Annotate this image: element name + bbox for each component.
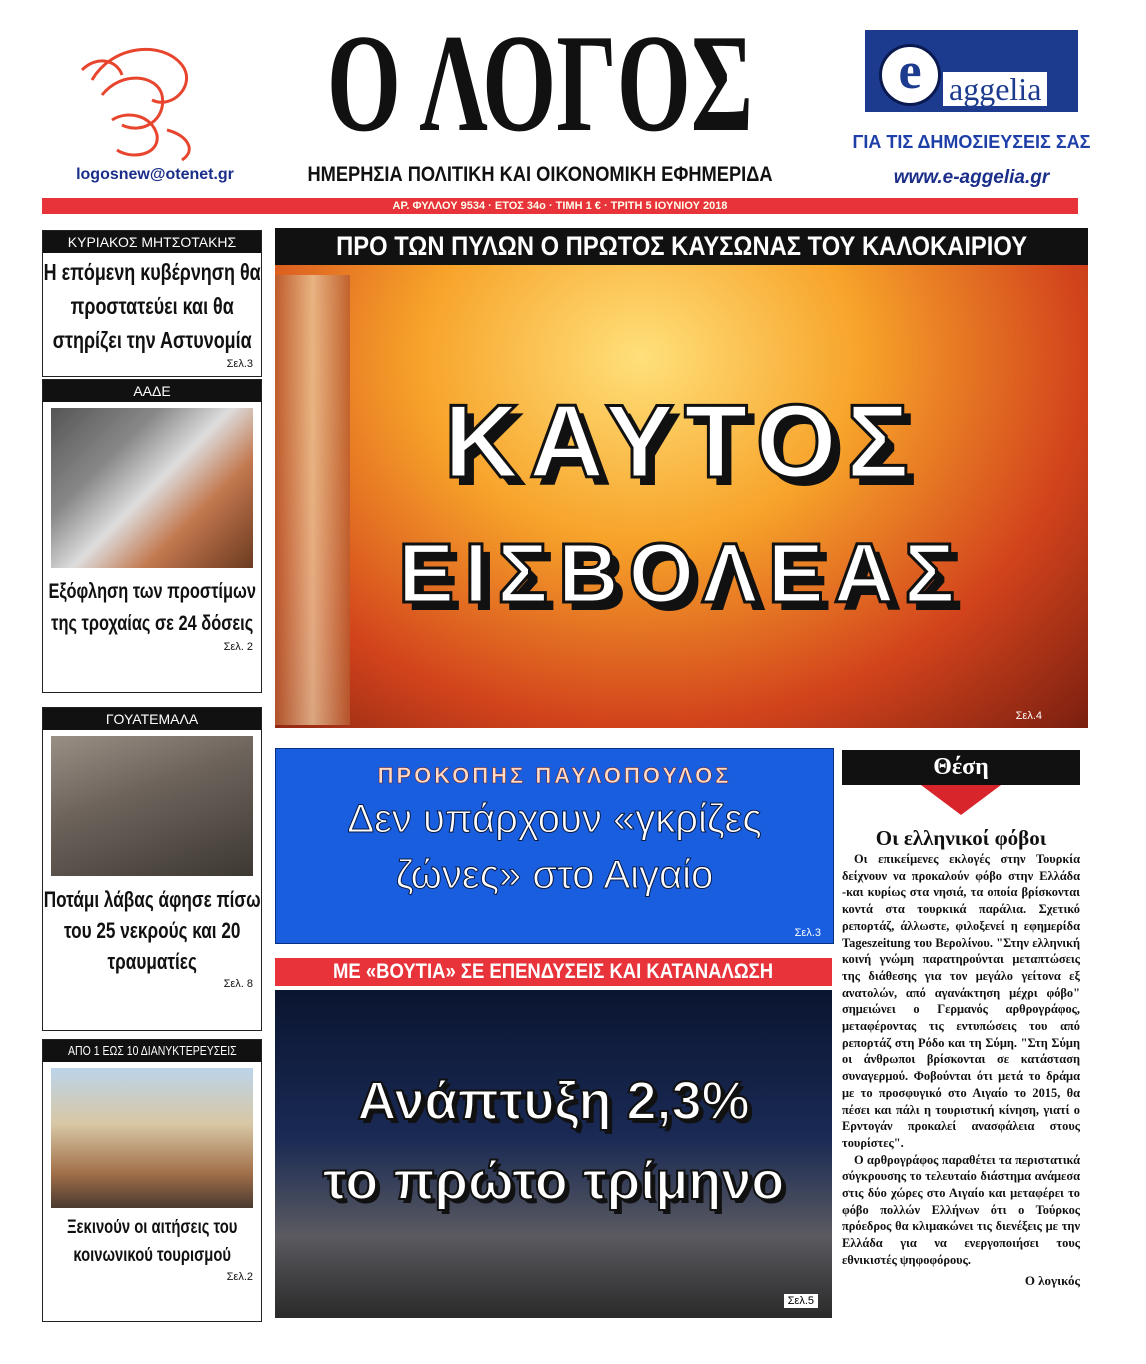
opinion-paragraph: Ο αρθρογράφος παραθέτει τα περιστατικά σύγκρουσης το τελευταίο διάστημα ανάμεσα στις δύο χώρες στο Αιγαίο και μεταφέρει το φόβο πολλών Ελλήνων ότι ο Τούρκος πρόεδρος θα κλιμακώνει τις διενέξεις με την Ελλάδα για να ενεργοποιήσει τους εθνικιστές ψηφοφόρους. [842,1152,1080,1267]
growth-story-image[interactable] [275,990,832,1318]
left-story-1[interactable] [42,230,262,377]
page-ref: Σελ. 8 [223,978,253,990]
red-triangle-icon [921,785,1001,815]
left-story-2[interactable] [42,379,262,693]
story-header-text: ΑΠΟ 1 ΕΩΣ 10 ΔΙΑΝΥΚΤΕΡΕΥΣΕΙΣ [67,1044,237,1058]
lead-headline-line2: ΕΙΣΒΟΛΕΑΣ [398,526,965,620]
receipt-photo [51,408,253,568]
lead-story-image[interactable] [275,265,1088,728]
eaggelia-logo-letter: e [879,44,941,106]
eaggelia-ad[interactable] [865,30,1078,112]
story-header [43,231,261,253]
page-ref: Σελ.4 [1015,710,1042,722]
story-kicker: ΠΡΟΚΟΠΗΣ ΠΑΥΛΟΠΟΥΛΟΣ [377,763,732,788]
lead-headline-line1: ΚΑΥΤΟΣ [443,384,920,500]
page-ref: Σελ.3 [226,358,253,370]
issue-info-bar: ΑΡ. ΦΥΛΛΟΥ 9534 · ΕΤΟΣ 34ο · ΤΙΜΗ 1 € · ΤΡΙΤΗ 5 ΙΟΥΝΙΟΥ 2018 [42,198,1078,214]
opinion-title: Οι ελληνικοί φόβοι [875,826,1047,850]
story-header-text: ΓΟΥΑΤΕΜΑΛΑ [105,711,199,727]
opinion-signature: Ο λογικός [1024,1272,1080,1288]
story-headline: Δεν υπάρχουν «γκρίζες ζώνες» στο Αιγαίο [347,797,762,897]
left-story-4[interactable] [42,1039,262,1322]
story-headline: Εξόφληση των προστίμων της τροχαίας σε 24 δόσεις [48,580,256,635]
parthenon-photo [51,1068,253,1208]
page-ref: Σελ.2 [226,1271,253,1283]
page-ref: Σελ.5 [784,1294,818,1308]
page-ref: Σελ.3 [794,927,821,939]
opinion-label: Θέση [842,750,1080,785]
story-headline: Ξεκινούν οι αιτήσεις του κοινωνικού τουρισμού [66,1217,238,1266]
growth-headline-line1: Ανάπτυξη 2,3% [357,1071,750,1131]
growth-kicker-text: ΜΕ «ΒΟΥΤΙΑ» ΣΕ ΕΠΕΝΔΥΣΕΙΣ ΚΑΙ ΚΑΤΑΝΑΛΩΣΗ [333,960,774,983]
growth-kicker [275,958,832,986]
story-header-text: ΑΑΔΕ [133,383,171,399]
eaggelia-logo-word: aggelia [943,72,1047,106]
ad-url[interactable]: www.e-aggelia.gr [893,167,1050,188]
lead-kicker-text: ΠΡΟ ΤΩΝ ΠΥΛΩΝ Ο ΠΡΩΤΟΣ ΚΑΥΣΩΝΑΣ ΤΟΥ ΚΑΛΟΚΑΙΡΙΟΥ [336,231,1027,261]
masthead-title: Ο ΛΟΓΟΣ [326,6,754,161]
growth-headline-line2: το πρώτο τρίμηνο [322,1151,785,1211]
masthead-subtitle: ΗΜΕΡΗΣΙΑ ΠΟΛΙΤΙΚΗ ΚΑΙ ΟΙΚΟΝΟΜΙΚΗ ΕΦΗΜΕΡΙΔΑ [307,163,773,186]
newspaper-logo-icon [72,40,212,165]
story-headline: Ποτάμι λάβας άφησε πίσω του 25 νεκρούς και 20 τραυματίες [43,887,261,974]
story-header [43,708,261,730]
story-header [43,380,261,402]
left-story-3[interactable] [42,707,262,1031]
left-column [42,230,262,1322]
story-header [43,1040,261,1062]
opinion-article [842,826,1080,1289]
opinion-paragraph: Οι επικείμενες εκλογές στην Τουρκία δείχνουν να προκαλούν φόβο στην Ελλάδα -και κυρίως στα νησιά, τα οποία βρίσκονται κοντά στα τουρκικά παράλια. Σχετικό ρεπορτάζ, άλλωστε, φιλοξενεί η εφημερίδα Tageszeitung του Βερολίνου. "Στην ελληνική κοινή γνώμη παρατηρούνται μεταπτώσεις της διάθεσης για τον μεγάλο γείτονα εξ ανατολών, από αγανάκτηση μέχρι φόβο" σημειώνει ο Γερμανός αρθρογράφος, μεταφέροντας τις εντυπώσεις του από ρεπορτάζ στη Ρόδο και τη Σύμη. "Στη Σύμη οι άνθρωποι βρίσκονται σε κατάσταση συναγερμού. Φοβούνται ότι μετά το δράμα με το προσφυγικό στο Αιγαίο το 2015, θα πέσει και πάλι η τουριστική κίνηση, γιατί ο Ερντογάν προκαλεί ανασφάλεια στους τουρίστες". [842,852,1080,1150]
page-ref: Σελ. 2 [223,641,253,653]
ad-tagline: ΓΙΑ ΤΙΣ ΔΗΜΟΣΙΕΥΣΕΙΣ ΣΑΣ [852,132,1091,152]
lead-kicker [275,228,1088,265]
story-pavlopoulos[interactable] [275,748,834,944]
lava-river-photo [51,736,253,876]
story-headline: Η επόμενη κυβέρνηση θα προστατεύει και θα στηρίζει την Αστυνομία [43,259,261,353]
contact-email[interactable]: logosnew@otenet.gr [76,166,234,183]
story-header-text: ΚΥΡΙΑΚΟΣ ΜΗΤΣΟΤΑΚΗΣ [67,234,237,250]
